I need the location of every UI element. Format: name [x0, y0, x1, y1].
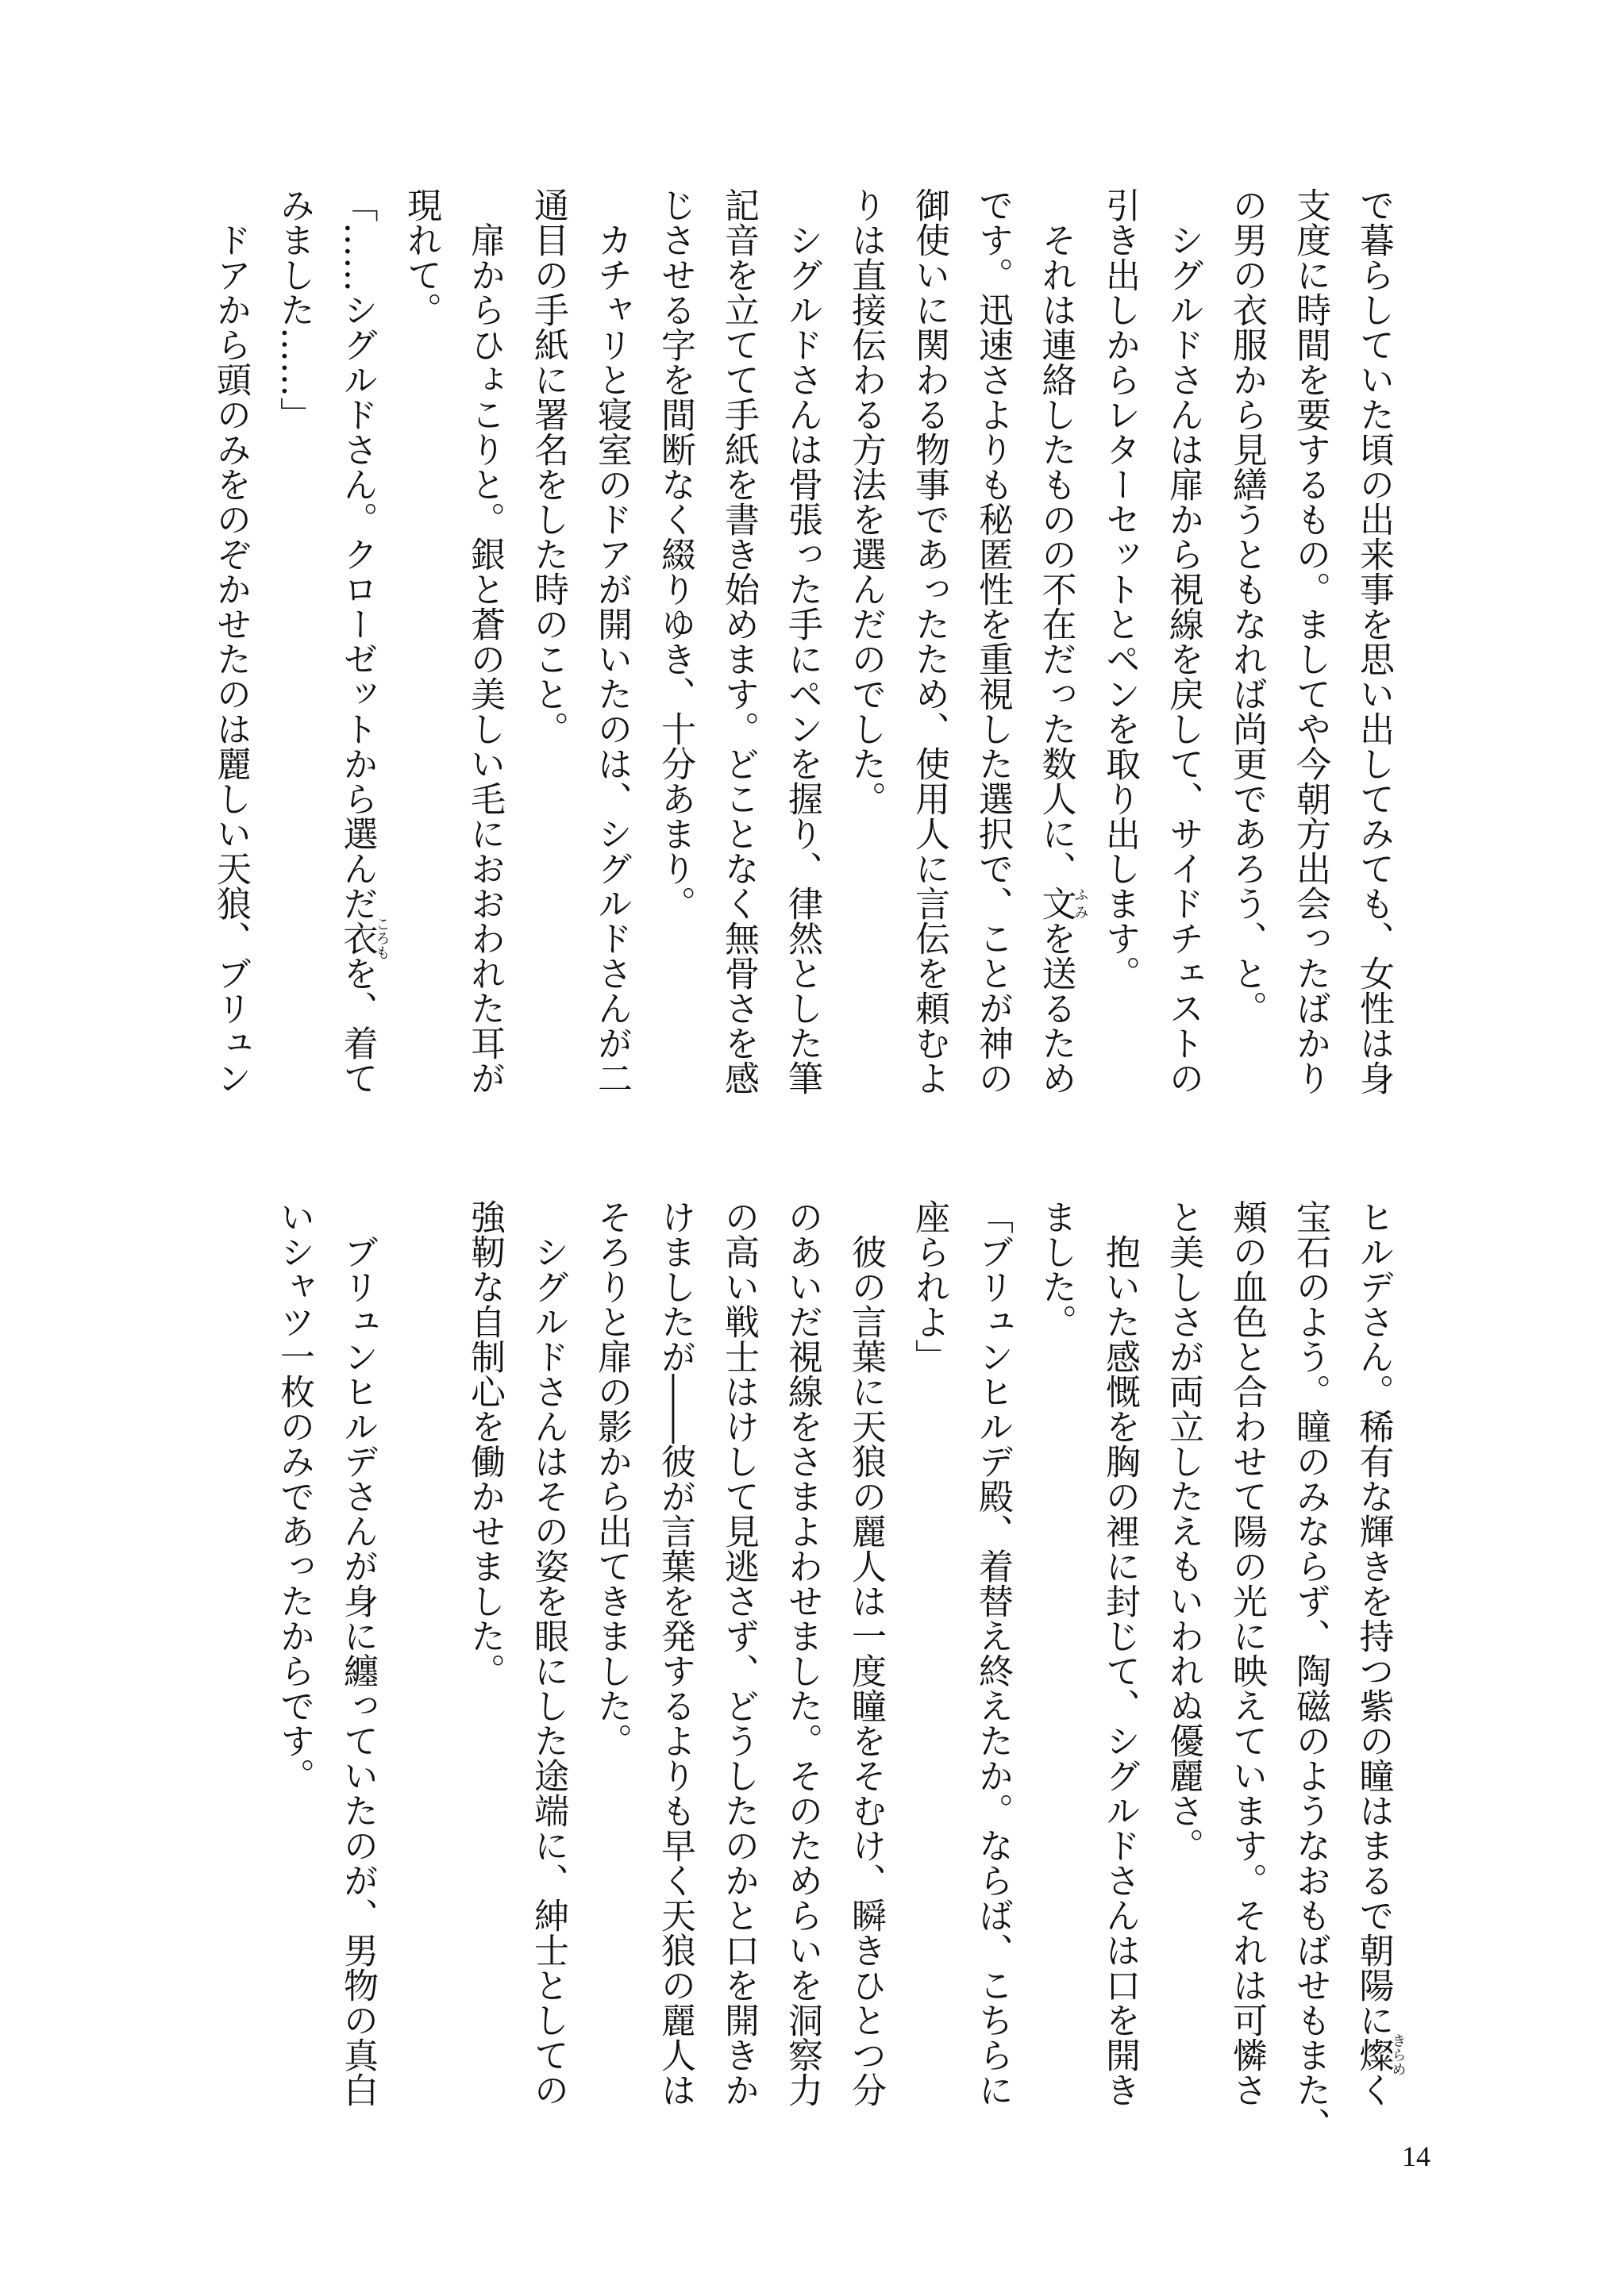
text-column — [516, 187, 579, 1100]
text-run: を送るため — [1035, 921, 1076, 1095]
ruby-annotation — [337, 917, 391, 960]
ruby-text: きらめ — [1389, 2033, 1407, 2076]
text-run: シグルドさんは骨張った手にペンを握り、律然とした筆 — [782, 187, 822, 1095]
text-column — [579, 1199, 643, 2112]
text-column — [1278, 1199, 1342, 2142]
text-column — [770, 187, 834, 1100]
text-run: く — [1353, 2072, 1394, 2107]
text-run: の男の衣服から見繕うともなれば尚更であろう、と。 — [1226, 187, 1267, 1025]
text-run: 座られよ」 — [909, 1199, 949, 1374]
text-column — [1024, 1199, 1088, 2112]
text-column — [452, 187, 516, 1100]
text-run: を、着て — [337, 956, 378, 1095]
text-column — [262, 187, 325, 1100]
text-run: ドアから頭のみをのぞかせたのは麗しい天狼、ブリュン — [210, 187, 251, 1095]
text-column — [770, 1199, 834, 2112]
text-run: シグルドさんはその姿を眼にした途端に、紳士としての — [528, 1199, 568, 2107]
text-column — [834, 187, 897, 1100]
text-column — [516, 1199, 579, 2112]
text-column — [707, 187, 770, 1100]
text-run: みました……」 — [274, 187, 314, 432]
text-run: 現れて。 — [401, 187, 441, 327]
text-block-bottom — [262, 1199, 1407, 2142]
text-column — [579, 187, 643, 1100]
text-run: 抱いた感慨を胸の裡に封じて、シグルドさんは口を開き — [1099, 1199, 1140, 2107]
text-column — [961, 1199, 1024, 2112]
text-column — [198, 187, 262, 1100]
text-run: ヒルデさん。稀有な輝きを持つ紫の瞳はまるで朝陽に — [1353, 1199, 1394, 2037]
text-run: 引き出しからレターセットとペンを取り出します。 — [1099, 187, 1140, 990]
text-column — [325, 1199, 389, 2112]
text-run: 「……シグルドさん。クローゼットから選んだ — [337, 187, 378, 921]
text-column — [1151, 1199, 1215, 2112]
text-run: 彼の言葉に天狼の麗人は一度瞳をそむけ、瞬きひとつ分 — [845, 1199, 886, 2107]
text-column — [961, 187, 1024, 1100]
text-run: の高い戦士はけして見逃さず、どうしたのかと口を開きか — [718, 1199, 759, 2107]
text-run: それは連絡したものの不在だった数人に、 — [1035, 187, 1076, 886]
page-number: 14 — [1402, 2140, 1430, 2172]
text-run: いシャツ一枚のみであったからです。 — [274, 1199, 314, 1793]
text-column — [389, 1199, 452, 2112]
text-column — [1024, 187, 1088, 1100]
text-run: と美しさが両立したえもいわれぬ優麗さ。 — [1163, 1199, 1203, 1863]
text-run: りは直接伝わる方法を選んだのでした。 — [845, 187, 886, 816]
text-block-top — [198, 187, 1405, 1100]
text-run: 通目の手紙に署名をした時のこと。 — [528, 187, 568, 746]
text-column — [262, 1199, 325, 2112]
text-run: じさせる字を間断なく綴りゆき、十分あまり。 — [655, 187, 695, 921]
text-column — [707, 1199, 770, 2112]
text-column — [1342, 1199, 1405, 2112]
text-column — [897, 1199, 961, 2112]
text-column — [1342, 187, 1405, 1100]
ruby-base: 衣 — [337, 917, 378, 960]
text-column — [325, 187, 389, 1100]
text-run: です。迅速さよりも秘匿性を重視した選択で、ことが神の — [972, 187, 1013, 1095]
text-column — [1088, 1199, 1151, 2112]
ruby-text: ころも — [373, 917, 391, 960]
text-run: 宝石のよう。瞳のみならず、陶磁のようなおもばせもまた、 — [1290, 1199, 1330, 2142]
ruby-base: 燦 — [1353, 2033, 1394, 2076]
text-run: 支度に時間を要するもの。ましてや今朝方出会ったばかり — [1290, 187, 1330, 1095]
text-column — [389, 187, 452, 1100]
text-run: そろりと扉の影から出てきました。 — [591, 1199, 632, 1758]
text-run: ました。 — [1036, 1199, 1076, 1339]
text-run: 頬の血色と合わせて陽の光に映えています。それは可憐さ — [1226, 1199, 1267, 2107]
text-column — [1215, 187, 1278, 1100]
text-column — [834, 1199, 897, 2112]
text-column — [643, 1199, 707, 2112]
text-run: 御使いに関わる物事であったため、使用人に言伝を頼むよ — [909, 187, 949, 1095]
text-run: 扉からひょこりと。銀と蒼の美しい毛におおわれた耳が — [464, 187, 505, 1095]
ruby-base: 文 — [1035, 886, 1076, 921]
text-run: 記音を立てて手紙を書き始めます。どことなく無骨さを感 — [718, 187, 759, 1095]
ruby-annotation — [1353, 2033, 1407, 2076]
text-run: けましたが――彼が言葉を発するよりも早く天狼の麗人は — [655, 1199, 695, 2107]
text-column — [1088, 187, 1151, 1100]
text-column — [643, 187, 707, 1100]
text-run: カチャリと寝室のドアが開いたのは、シグルドさんが二 — [591, 187, 632, 1095]
text-run: ブリュンヒルデさんが身に纏っていたのが、男物の真白 — [337, 1199, 378, 2107]
text-column — [452, 1199, 516, 2112]
text-column — [1215, 1199, 1278, 2112]
text-run: で暮らしていた頃の出来事を思い出してみても、女性は身 — [1353, 187, 1394, 1095]
ruby-annotation — [1035, 886, 1089, 921]
text-column — [897, 187, 961, 1100]
ruby-text: ふみ — [1072, 886, 1089, 921]
text-column — [1278, 187, 1342, 1100]
text-run: 強靭な自制心を働かせました。 — [464, 1199, 505, 1688]
text-run: のあいだ視線をさまよわせました。そのためらいを洞察力 — [782, 1199, 822, 2107]
text-run: 「ブリュンヒルデ殿、着替え終えたか。ならば、こちらに — [972, 1199, 1013, 2107]
text-column — [1151, 187, 1215, 1100]
text-run: シグルドさんは扉から視線を戻して、サイドチェストの — [1163, 187, 1203, 1095]
